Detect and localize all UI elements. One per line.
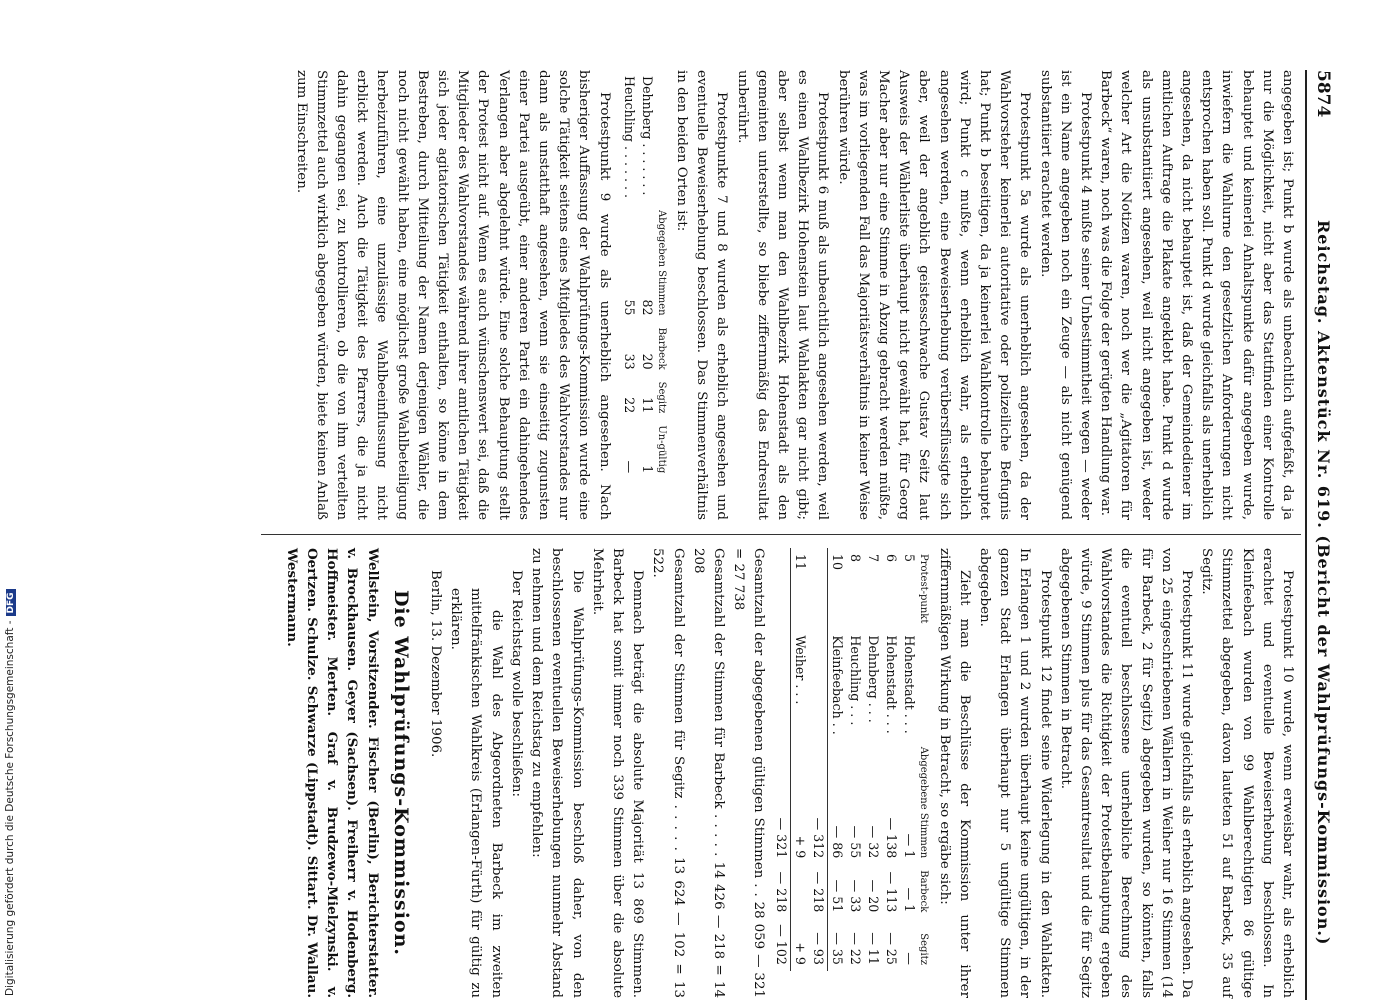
page-number: 5874	[1313, 70, 1333, 118]
table-header: Abgegebene Stimmen	[918, 746, 930, 859]
sum-line: Gesamtzahl der Stimmen für Barbeck . . . . . 14 426 — 218 = 14 208	[690, 548, 726, 998]
table-header: Barbeck	[655, 327, 667, 370]
paragraph: Protestpunkt 10 wurde, wenn erweisbar wahr, als erheblich erachtet und eventuelle Beweiserhebung beschlossen. In Kleinfeebach wurden von 99 Wahlberechtigten 86 gültige Stimmzettel abgegeben, davon lauteten 51 auf Barbeck, 35 auf Segitz.	[1199, 548, 1295, 998]
table-row: 6 Hohenstadt . . . — 138 — 113 — 25	[884, 554, 900, 965]
table-header: Segitz	[918, 933, 930, 965]
table-row: 7 Dehnberg . . . — 32 — 20 — 11	[866, 554, 882, 965]
page-header	[1305, 70, 1335, 1000]
document-page	[235, 70, 1335, 1000]
commission-title: Die Wahlprüfungs-Kommission.	[389, 589, 412, 957]
table-total-row: — 321 — 218 — 102	[774, 817, 790, 965]
table-row: Dehnberg . . . . . . . 82 20 11 1	[639, 76, 655, 474]
table-header: Un-gültig	[655, 425, 667, 474]
column-divider	[261, 534, 1301, 535]
paragraph: Protestpunkte 7 und 8 wurden als erheblich angesehen und eventuelle Beweiserhebung beschlossen. Das Stimmenverhältnis in den beiden Orten ist:	[673, 70, 730, 520]
paragraph: Zieht man die Beschlüsse der Kommission unter ihrer ziffernmäßigen Wirkung in Betracht, so ergäbe sich:	[936, 548, 972, 998]
paragraph: Protestpunkt 9 wurde als unerheblich angesehen. Nach bisheriger Auffassung der Wahlprüfungs-Kommission wurde eine solche Tätigkeit seitens eines Mitgliedes des Wahlvorstandes nur dann als unstatthaft angesehen, wenn sie einseitig zugunsten einer Partei ausgeübt, einer anderen Partei ein dahingehendes Verlangen aber abgelehnt würde. Eine solche Behauptung stellt der Protest nicht auf. Wenn es auch wünschenswert sei, daß die Mitglieder des Wahlvorstandes während ihrer amtlichen Tätigkeit sich jeder agitatorischen Tätigkeit enthalten, so könne in dem Bestreben, durch Mitteilung der Namen derjenigen Wähler, die noch nicht gewählt haben, eine möglichst große Wahlbeteiligung herbeizuführen, eine unzulässige Wahlbeeinflussung nicht erblickt werden. Auch die Tätigkeit des Pfarrers, die ja nicht dahin gegangen sei, zu kontrollieren, ob die von ihm verteilten Stimmzettel auch wirklich abgegeben würden, biete keinen Anlaß zum Einschreiten.	[293, 70, 612, 520]
page-title: Reichstag. Aktenstück Nr. 619. (Bericht der Wahlprüfungs-Kommission.)	[1314, 220, 1333, 946]
paragraph: Protestpunkt 12 findet seine Widerlegung in den Wahlakten. In Erlangen 1 und 2 wurden überhaupt keine ungültigen, in der ganzen Stadt Erlangen überhaupt nur 5 ungültige Stimmen abgegeben.	[976, 548, 1053, 998]
calculation-table	[772, 548, 929, 971]
dfg-logo: DFG	[6, 589, 16, 616]
table-header: Barbeck	[918, 870, 930, 913]
paragraph: Protestpunkt 5a wurde als unerheblich angesehen, da der Wahlvorsteher keinerlei autoritative oder polizeiliche Befugnis hat; Punkt b beseitigen, da ja keinerlei Wahlkontrolle behauptet wird; Punkt c mußte, wenn erheblich wahr, als erheblich angesehen werden, eine Beweiserhebung verübersflüssigte sich aber, weil der angeblich geistesschwache Gustav Seitz laut Ausweis der Wählerliste überhaupt nicht gewählt hat, für Georg Macher aber nur eine Stimme in Abzug gebracht werden müßte, was im vorliegenden Fall das Majoritätsverhältnis in keiner Weise berühren würde.	[835, 70, 1033, 520]
table-subtotal-row: — 312 — 218 — 93	[811, 817, 827, 965]
digitization-note	[4, 6, 22, 996]
paragraph: Der Reichstag wolle beschließen:	[508, 570, 524, 798]
sum-line: Gesamtzahl der Stimmen für Segitz . . . . . 13 624 — 102 = 13 522.	[650, 548, 686, 998]
vote-table	[620, 70, 667, 479]
table-header: Abgegeben Stimmen	[655, 209, 667, 316]
paragraph: Protestpunkt 6 muß als unbeachtlich angesehen werden, weil es einen Wahlbezirk Hohenstein laut Wahlakten gar nicht gibt; aber selbst wenn man den Wahlbezirk Hohenstadt als den gemeinten unterstellte, so bliebe ziffernmäßig das Endresultat unberührt.	[734, 70, 831, 520]
paragraph: angegeben ist; Punkt b wurde als unbeachtlich aufgefaßt, da ja nur die Möglichkeit, nicht aber das Stattfinden einer Kontrolle behauptet und keinerlei Anhaltspunkte dafür angegeben wurde, inwiefern die Wahlurne den gesetzlichen Anforderungen nicht entsprochen haben soll. Punkt d wurde gleichfalls als unerheblich angesehen, da nicht behauptet ist, daß der Gemeindediener im amtlichen Auftrage die Plakate angeklebt habe. Punkt d wurde als unsubstantiiert angesehen, weil nicht angegeben ist, weder welcher Art die Notizen waren, noch wer die „Agitatoren für Barbeck“ waren, noch was die Folge der gerügten Handlung war.	[1098, 70, 1295, 520]
paragraph: Demnach beträgt die absolute Majorität 13 869 Stimmen. Barbeck hat somit immer noch 339 Stimmen über die absolute Mehrheit.	[589, 548, 646, 998]
resolution: die Wahl des Abgeordneten Barbeck im zweiten mittelfränkischen Wahlkreis (Erlangen-Fürth) für gültig zu erklären.	[448, 588, 504, 998]
date-line: Berlin, 13. Dezember 1906.	[428, 570, 444, 758]
member-list: Wellstein, Vorsitzender. Fischer (Berlin), Berichterstatter. v. Brockhausen. Geyer (Sachsen). Freiherr v. Hodenberg. Hoffmeister. Merten. Graf v. Brudzewo-Mielzynski. v. Oertzen. Schulze. Schwarze (Lippstadt). Sittart. Dr. Wallau. Westermann.	[283, 548, 381, 998]
paragraph: Die Wahlprüfungs-Kommission beschloß daher, von den beschlossenen eventuellen Beweiserhebungen nunmehr Abstand zu nehmen und dem Reichstag zu empfehlen:	[529, 548, 585, 998]
table-row: 5 Hohenstadt . . . — 1 — 1 —	[902, 554, 918, 965]
paragraph: Protestpunkt 4 mußte seiner Unbestimmtheit wegen — weder ist ein Name angegeben noch ein Zeuge — als nicht genügend substantiiert erachtet werden.	[1037, 70, 1093, 520]
table-header: Segitz	[655, 381, 667, 414]
digitization-text: Digitalisierung gefördert durch die Deutsche Forschungsgemeinschaft -	[4, 620, 16, 996]
table-row: 10 Kleinfeebach . . — 86 — 51 — 35	[828, 548, 847, 971]
table-header: Protest-punkt	[918, 554, 930, 624]
table-row: 11 Weiher . . . + 9 + 9	[791, 548, 810, 971]
table-row: 8 Heuchling . . . — 55 — 33 — 22	[848, 554, 864, 965]
sum-line: Gesamtzahl der abgegebenen gültigen Stimmen . . 28 059 — 321 = 27 738	[731, 548, 767, 998]
left-column	[290, 70, 1297, 520]
table-row: Heuchling . . . . . . . 55 33 22 —	[621, 76, 637, 474]
paragraph: Protestpunkt 11 wurde gleichfalls als erheblich angesehen. Da von 25 eingeschriebenen Wählern in Weiher nur 16 Stimmen (14 für Barbeck, 2 für Segitz) abgegeben wurden, so könnten, falls die eventuell beschlossene unerhebliche Berechnung des Wahlvorstandes die Richtigkeit der Protestbehauptung ergeben würde, 9 Stimmen plus für das Gesamtresultat und die für Segitz abgegebenen Stimmen in Betracht.	[1057, 548, 1194, 998]
right-column	[282, 548, 1297, 998]
